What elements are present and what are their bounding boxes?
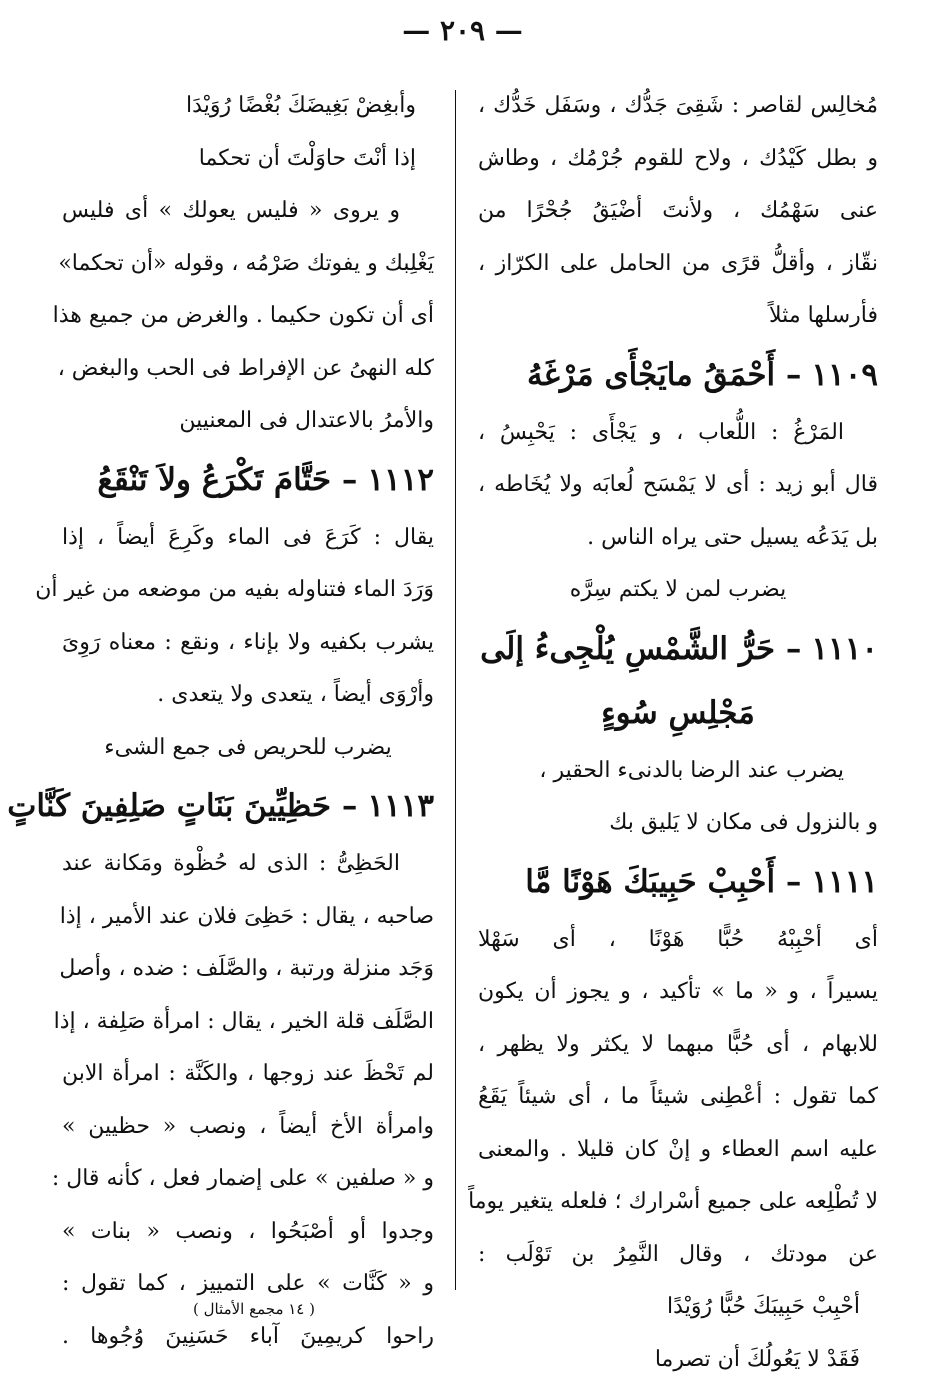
- text-line: عليه اسم العطاء و إنْ كان قليلا . والمعنى: [478, 1124, 878, 1177]
- proverb-dash: –: [331, 788, 357, 824]
- page-number: — ٢٠٩ —: [0, 14, 925, 47]
- proverb-heading: [478, 617, 878, 681]
- text-line: صاحبه ، يقال : حَظِىَ فلان عند الأمير ، إذا: [62, 891, 434, 944]
- proverb-number: ١١٠٩: [811, 357, 878, 393]
- text-line: وَجَد منزلة ورتبة ، والصَّلَف : ضده ، وأصل: [62, 943, 434, 996]
- left-column: [62, 80, 434, 1363]
- proverb-number: ١١١٢: [367, 462, 434, 498]
- proverb-text: حَتَّامَ تَكْرَعُ ولاَ تَنْقَعُ: [97, 462, 331, 498]
- text-line: أى أن تكون حكيما . والغرض من جميع هذا: [62, 290, 434, 343]
- proverb-text: حَظِيِّينَ بَنَاتٍ صَلِفِينَ كَنَّاتٍ: [7, 788, 331, 824]
- text-line: عنى سَهْمُك ، ولأنتَ أضْيَقُ جُحْرًا من: [478, 185, 878, 238]
- text-line: يشرب بكفيه ولا بإناء ، ونقع : معناه رَوِىَ: [62, 617, 434, 670]
- text-line: كله النهىُ عن الإفراط فى الحب والبغض ،: [62, 343, 434, 396]
- proverb-number: ١١١٠: [811, 631, 878, 667]
- text-line: يَغْلِبك و يفوتك صَرْمُه ، وقوله «أن تحكما»: [62, 238, 434, 291]
- text-line: يقال : كَرَعَ فى الماء وكَرِعَ أيضاً ، إذا: [62, 512, 434, 565]
- text-line: الصَّلَف قلة الخير ، يقال : امرأة صَلِفة ، إذا: [62, 996, 434, 1049]
- text-line: و بالنزول فى مكان لا يَليق بك: [478, 797, 878, 850]
- proverb-heading: [478, 850, 878, 914]
- text-line: يسيراً ، و « ما » تأكيد ، و يجوز أن يكون: [478, 966, 878, 1019]
- text-line: قال أبو زيد : أى لا يَمْسَح لُعابَه ولا يُخَاطه ،: [478, 459, 878, 512]
- usage-note: يضرب لمن لا يكتم سِرَّه: [478, 564, 878, 617]
- verse-line: وأبغِضْ بَغِيضَكَ بُغْضًا رُوَيْدَا: [62, 80, 434, 133]
- text-line: وَرَدَ الماء فتناوله بفيه من موضعه من غير أن: [62, 564, 434, 617]
- footer-signature: ( ١٤ مجمع الأمثال ): [95, 1300, 315, 1318]
- text-line: المَرْغُ : اللُّعاب ، و يَجْأَى : يَحْبِسُ ،: [478, 407, 878, 460]
- proverb-heading: [62, 448, 434, 512]
- proverb-text: أَحْبِبْ حَبِيبَكَ هَوْنًا مَّا: [525, 864, 775, 900]
- text-line: راحوا كريمِينَ آباء حَسَنِينَ وُجُوها .: [62, 1311, 434, 1364]
- text-line: لا تُطْلِعه على جميع أسْرارك ؛ فلعله يتغير يوماً: [478, 1176, 878, 1229]
- proverb-dash: –: [775, 357, 801, 393]
- usage-note: يضرب للحريص فى جمع الشىء: [62, 722, 434, 775]
- verse-line: إذا أنْتَ حاوَلْتَ أن تحكما: [62, 133, 434, 186]
- text-line: فأرسلها مثلاً: [478, 290, 878, 343]
- text-line: وأرْوَى أيضاً ، يتعدى ولا يتعدى .: [62, 669, 434, 722]
- proverb-text: حَرُّ الشَّمْسِ يُلْجِىءُ إلَى: [480, 631, 775, 667]
- text-line: أى أحْبِبْهُ حُبًّا هَوْنًا ، أى سَهْلا: [478, 914, 878, 967]
- text-line: نقّاز ، وأقلُّ قرًى من الحامل على الكرّاز ،: [478, 238, 878, 291]
- column-divider: [455, 90, 456, 1290]
- text-line: وجدوا أو أصْبَحُوا ، ونصب « بنات »: [62, 1206, 434, 1259]
- proverb-dash: –: [775, 864, 801, 900]
- proverb-text: أَحْمَقُ مايَجْأَى مَرْغَهُ: [527, 357, 775, 393]
- text-line: و « كَنَّات » على التمييز ، كما تقول :: [62, 1258, 434, 1311]
- proverb-heading: [478, 681, 878, 745]
- proverb-heading: [478, 343, 878, 407]
- verse-line: أحْبِبْ حَبِيبَكَ حُبًّا رُوَيْدًا: [478, 1281, 878, 1334]
- text-line: للابهام ، أى حُبًّا مبهما لا يكثر ولا يظهر ،: [478, 1019, 878, 1072]
- text-line: الحَظِىُّ : الذى له حُظْوة ومَكانة عند: [62, 838, 434, 891]
- proverb-number: ١١١١: [811, 864, 878, 900]
- text-line: عن مودتك ، وقال النَّمِرُ بن تَوْلَب :: [478, 1229, 878, 1282]
- proverb-heading: [62, 774, 434, 838]
- text-line: و « صلفين » على إضمار فعل ، كأنه قال :: [62, 1153, 434, 1206]
- proverb-dash: –: [331, 462, 357, 498]
- text-line: والأمرُ بالاعتدال فى المعنيين: [62, 395, 434, 448]
- text-line: وامرأة الأخ أيضاً ، ونصب « حظيين »: [62, 1101, 434, 1154]
- proverb-text: مَجْلِسِ سُوءٍ: [601, 695, 755, 731]
- right-column: [478, 80, 878, 1386]
- text-line: كما تقول : أعْطِنى شيئاً ما ، أى شيئاً يَقَعُ: [478, 1071, 878, 1124]
- proverb-number: ١١١٣: [367, 788, 434, 824]
- verse-line: فَقَدْ لا يَعُولُكَ أن تصرما: [478, 1334, 878, 1386]
- text-line: و بطل كَيْدُك ، ولاح للقوم جُرْمُك ، وطاش: [478, 133, 878, 186]
- text-line: و يروى « فليس يعولك » أى فليس: [62, 185, 434, 238]
- text-line: يضرب عند الرضا بالدنىء الحقير ،: [478, 745, 878, 798]
- proverb-dash: –: [775, 631, 801, 667]
- text-line: بل يَدَعُه يسيل حتى يراه الناس .: [478, 512, 878, 565]
- text-line: لم تَحْظَ عند زوجها ، والكَنَّة : امرأة الابن: [62, 1048, 434, 1101]
- text-line: مُخالِس لقاصر : شَقِىَ جَدُّك ، وسَفَل خَدُّك ،: [478, 80, 878, 133]
